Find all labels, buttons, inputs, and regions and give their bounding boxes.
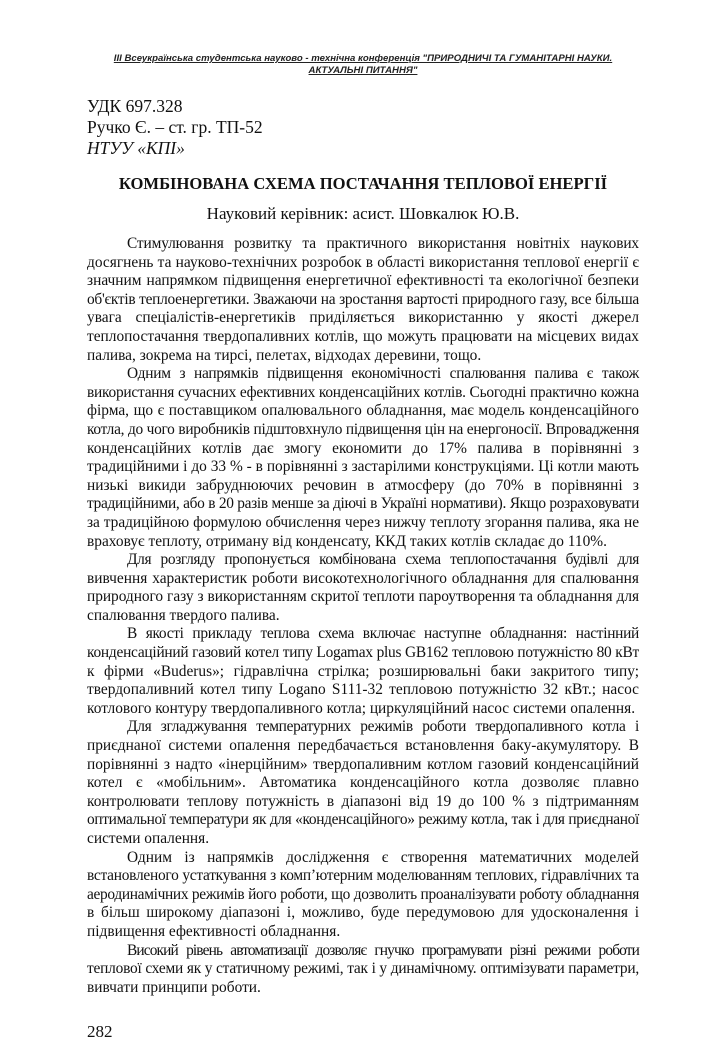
supervisor-line: Науковий керівник: асист. Шовкалюк Ю.В. — [206, 204, 520, 223]
paragraph-line: в більш широкому діапазоні і, можливо, буде передумовою для удосконалення і — [87, 904, 639, 922]
paragraph-line: за традиційною формулою обчислення через нижчу теплоту згорання палива, яка не — [87, 513, 639, 531]
paragraph-line: Для розгляду пропонується комбінована схема теплопостачання будівлі для — [127, 551, 639, 569]
paragraph-line: конденсаційних котлів дає змогу економити до 17% палива в порівнянні з — [87, 439, 639, 457]
paragraph-line: приєднаної системи опалення передбачається встановлення баку-акумулятору. В — [87, 737, 639, 755]
article-title: КОМБІНОВАНА СХЕМА ПОСТАЧАННЯ ТЕПЛОВОЇ ЕНЕРГІЇ — [118, 174, 608, 193]
paragraph-line: враховує теплоту, отриману від конденсату, ККД таких котлів складає до 110%. — [87, 532, 607, 550]
paragraph-line: вивчення характеристик роботи високотехнологічного обладнання для спалювання — [87, 569, 639, 587]
paragraph-line: оптимальної температури як для «конденсаційного» режиму котла, так і для приєднаної — [87, 811, 639, 829]
paragraph — [87, 718, 639, 848]
paragraph-line: фірма, що є поставщиком опалювального обладнання, має модель конденсаційного — [87, 402, 639, 420]
article-body — [87, 235, 639, 997]
conference-header-line-1: III Всеукраїнська студентська науково - технічна конференція "ПРИРОДНИЧІ ТА ГУМАНІТАРНІ НАУКИ. — [113, 53, 613, 64]
paragraph-line: В якості прикладу теплова схема включає наступне обладнання: настінний — [127, 625, 639, 643]
paragraph-line: спалювання твердого палива. — [87, 606, 280, 624]
paragraph-line: контролювати теплову потужність в діапазоні від 19 до 100 % з підтриманням — [87, 792, 639, 810]
paragraph — [87, 942, 639, 998]
paragraph-line: котел є «мобільним». Автоматика конденсаційного котла дозволяє плавно — [87, 774, 639, 792]
paragraph-line: котла, до чого виробників підштовхнуло підвищення цін на енергоносії. Впровадження — [87, 420, 639, 438]
paragraph-line: Стимулювання розвитку та практичного використання новітніх наукових — [127, 235, 639, 252]
author-line: Ручко Є. – ст. гр. ТП-52 — [87, 117, 263, 137]
conference-header — [87, 53, 639, 77]
paragraph-line: об'єктів теплоенергетики. Зважаючи на зростання вартості природного газу, все більша — [87, 290, 639, 308]
paragraph-line: Одним з напрямків підвищення економічності спалювання палива є також — [127, 365, 639, 383]
paragraph-line: палива, зокрема на тирсі, пелетах, відходах деревини, тощо. — [87, 346, 482, 364]
paragraph-line: встановленого устаткування з комп’ютерним моделюванням теплових, гідравлічних та — [87, 867, 639, 885]
page-number: 282 — [87, 1022, 113, 1042]
paragraph-line: системи опалення. — [87, 830, 210, 847]
paragraph-line: порівнянні з надто «інерційним» твердопаливним котлом газовий конденсаційний — [87, 755, 639, 773]
paragraph-line: вивчати принципи роботи. — [87, 978, 261, 996]
paragraph-line: природного газу з використанням скритої теплоти пароутворення та обладнання для — [87, 588, 639, 606]
paragraph-line: підвищення ефективності обладнання. — [87, 922, 341, 940]
paragraph-line: теплової схеми як у статичному режимі, так і у динамічному. оптимізувати параметри, — [87, 960, 639, 978]
paragraph-line: низькі викиди забруднюючих речовин в атмосферу (до 70% в порівнянні з — [87, 476, 639, 494]
paragraph-line: теплопостачання твердопаливних котлів, що можуть працювати на місцевих видах — [87, 327, 639, 345]
paragraph-line: Для згладжування температурних режимів роботи твердопаливного котла і — [127, 718, 639, 736]
udk-code: УДК 697.328 — [87, 96, 183, 116]
paragraph-line: к фірми «Buderus»; гідравлічна стрілка; розширювальні баки закритого типу; — [87, 662, 639, 680]
paragraph-line: досягнень та науково-технічних розробок в області використання теплової енергії є — [87, 253, 639, 271]
institution: НТУУ «КПІ» — [87, 138, 185, 158]
paragraph-line: використання сучасних ефективних конденсаційних котлів. Сьогодні практично кожна — [87, 383, 639, 401]
paragraph-line: котлового контуру твердопаливного котла; циркуляційний насос системи опалення. — [87, 699, 636, 717]
paragraph-line: Високий рівень автоматизації дозволяє гнучко програмувати різні режими роботи — [127, 941, 639, 959]
paragraph-line: Одним із напрямків дослідження є створення математичних моделей — [127, 848, 639, 866]
paragraph — [87, 235, 639, 365]
paragraph-line: значним напрямком підвищення енергетичної ефективності та екологічної безпеки — [87, 272, 639, 290]
paragraph — [87, 551, 639, 625]
paragraph-line: традиційними, або в 20 разів менше за діючі в Україні нормативи). Якщо розраховувати — [87, 495, 639, 513]
paragraph — [87, 625, 639, 718]
article-meta — [87, 96, 639, 159]
paragraph-line: аеродинамічних режимів його роботи, що дозволить проаналізувати роботу обладнання — [87, 885, 639, 903]
paragraph-line: традиційними і до 33 % - в порівнянні з застарілими конструкціями. Ці котли мають — [87, 458, 639, 476]
conference-header-line-2: АКТУАЛЬНІ ПИТАННЯ" — [308, 65, 418, 76]
paragraph-line: твердопаливний котел типу Logano S111-32 тепловою потужністю 32 кВт.; насос — [87, 681, 639, 699]
paragraph-line: увага спеціалістів-енергетиків приділяється використанню у якості джерел — [87, 309, 639, 327]
paragraph-line: конденсаційний газовий котел типу Logamax plus GB162 тепловою потужністю 80 кВт — [87, 644, 639, 662]
paragraph — [87, 849, 639, 942]
paragraph — [87, 365, 639, 551]
